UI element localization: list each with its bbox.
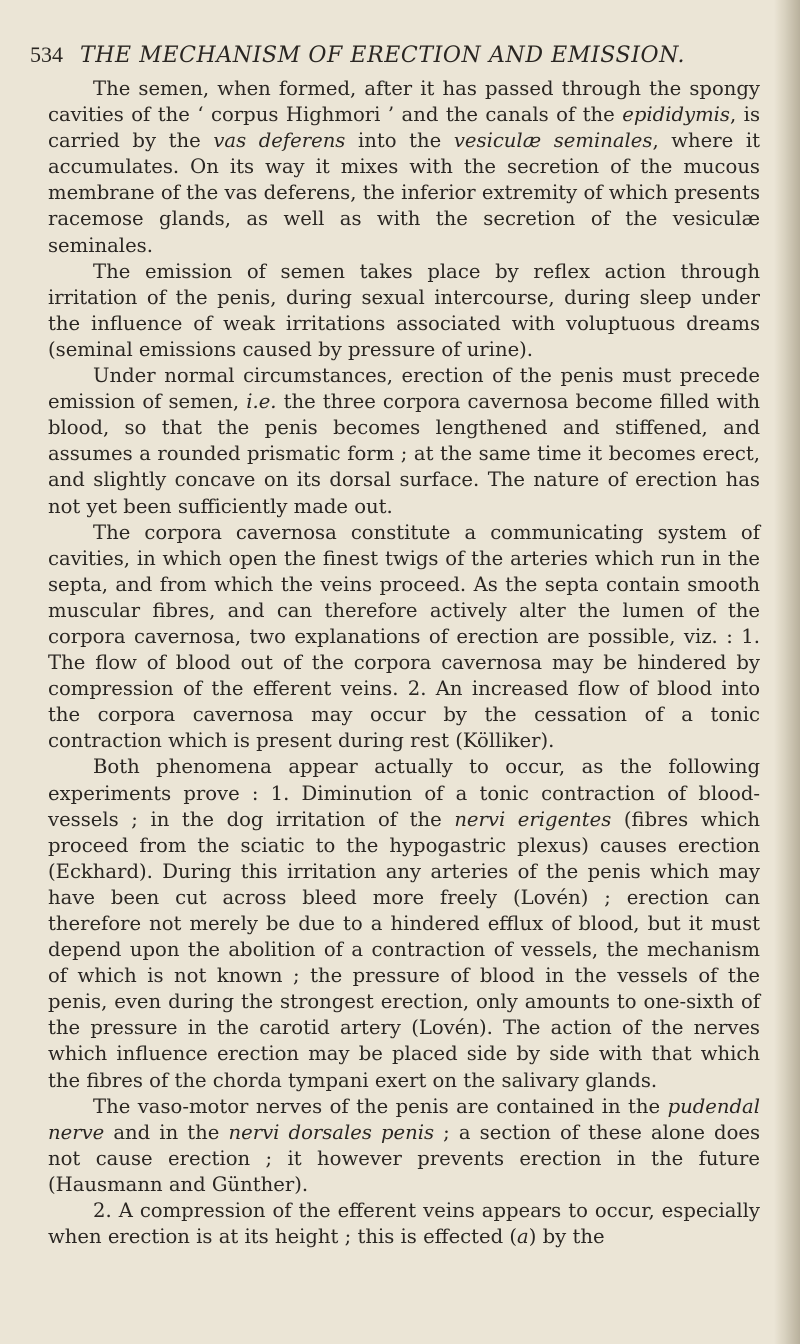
text-run: ; a section of these alone does not cause erection ; it however prevents erection in the future (Hausmann and Günther). — [48, 1120, 761, 1196]
text-run: The vaso-motor nerves of the penis are contained in the — [93, 1094, 668, 1118]
italic-term: pudendal nerve — [48, 1094, 760, 1144]
italic-term: a — [517, 1225, 529, 1249]
paragraph — [48, 1198, 760, 1250]
text-run: the three corpora cavernosa become filled with blood, so that the penis becomes lengthened and stiffened, and assumes a rounded prismatic form ; at the same time it becomes erect, and slightly concave on its dorsal surface. The nature of erection has not yet been sufficiently made out. — [48, 390, 760, 518]
text-run: The corpora cavernosa constitute a communicating system of cavities, in which open the finest twigs of the arteries which run in the septa, and from which the veins proceed. As the septa contain smooth muscular fibres, and can therefore actively alter the lumen of the corpora cavernosa, two explanations of erection are possible, viz. : 1. The flow of blood out of the corpora cavernosa may be hindered by compression of the efferent veins. 2. An increased flow of blood into the corpora cavernosa may occur by the cessation of a tonic contraction which is present during rest (Kölliker). — [48, 520, 760, 753]
paragraph — [48, 363, 760, 520]
paragraph — [48, 259, 760, 363]
page-edge-shadow — [774, 0, 800, 1344]
text-run: (fibres which proceed from the sciatic to the hypogastric plexus) causes erection (Eckhard). During this irritation any arteries of the penis which may have been cut across bleed more freely (Lovén) ; erection can therefore not merely be due to a hindered efflux of blood, but it must depend upon the abolition of a contraction of vessels, the mechanism of which is not known ; the pressure of blood in the vessels of the penis, even during the strongest erection, only amounts to one-sixth of the pressure in the carotid artery (Lovén). The action of the nerves which influence erection may be placed side by side with that which the fibres of the chorda tympani exert on the salivary glands. — [48, 807, 761, 1092]
text-run: ) by the — [528, 1225, 605, 1249]
italic-term: i.e. — [246, 390, 277, 414]
text-run: 2. A compression of the efferent veins appears to occur, especially when erection is at its height ; this is effected ( — [48, 1199, 760, 1249]
paragraph — [48, 754, 760, 1093]
italic-term: nervi erigentes — [454, 807, 612, 831]
text-run: , where it accumulates. On its way it mixes with the secretion of the mucous membrane of the vas deferens, the inferior extremity of which presents racemose glands, as well as with the secretion of the vesiculæ seminales. — [48, 129, 760, 257]
italic-term: vas deferens — [213, 129, 346, 153]
italic-term: vesiculæ seminales — [453, 129, 653, 153]
running-header — [30, 40, 770, 71]
text-run: , is carried by the — [48, 103, 761, 153]
text-run: Both phenomena appear actually to occur, as the following experiments prove : 1. Diminution of a tonic contraction of blood-vessels ; in the dog irritation of the — [48, 755, 760, 831]
running-head-title: THE MECHANISM OF ERECTION AND EMISSION. — [80, 43, 686, 68]
italic-term: epididymis — [622, 103, 730, 127]
text-run: and in the — [104, 1120, 229, 1144]
text-run: The semen, when formed, after it has passed through the spongy cavities of the ‘ corpus Highmori ’ and the canals of the — [48, 77, 760, 127]
body-text — [48, 76, 760, 1250]
text-run: Under normal circumstances, erection of the penis must precede emission of semen, — [48, 364, 760, 414]
text-run: into the — [345, 129, 454, 153]
page-number: 534 — [30, 42, 63, 67]
paragraph — [48, 1094, 760, 1198]
text-run: The emission of semen takes place by reflex action through irritation of the penis, during sexual intercourse, during sleep under the influence of weak irritations associated with voluptuous dreams (seminal emissions caused by pressure of urine). — [48, 259, 760, 361]
italic-term: nervi dorsales penis — [228, 1120, 435, 1144]
paragraph — [48, 76, 760, 259]
paragraph — [48, 520, 760, 755]
